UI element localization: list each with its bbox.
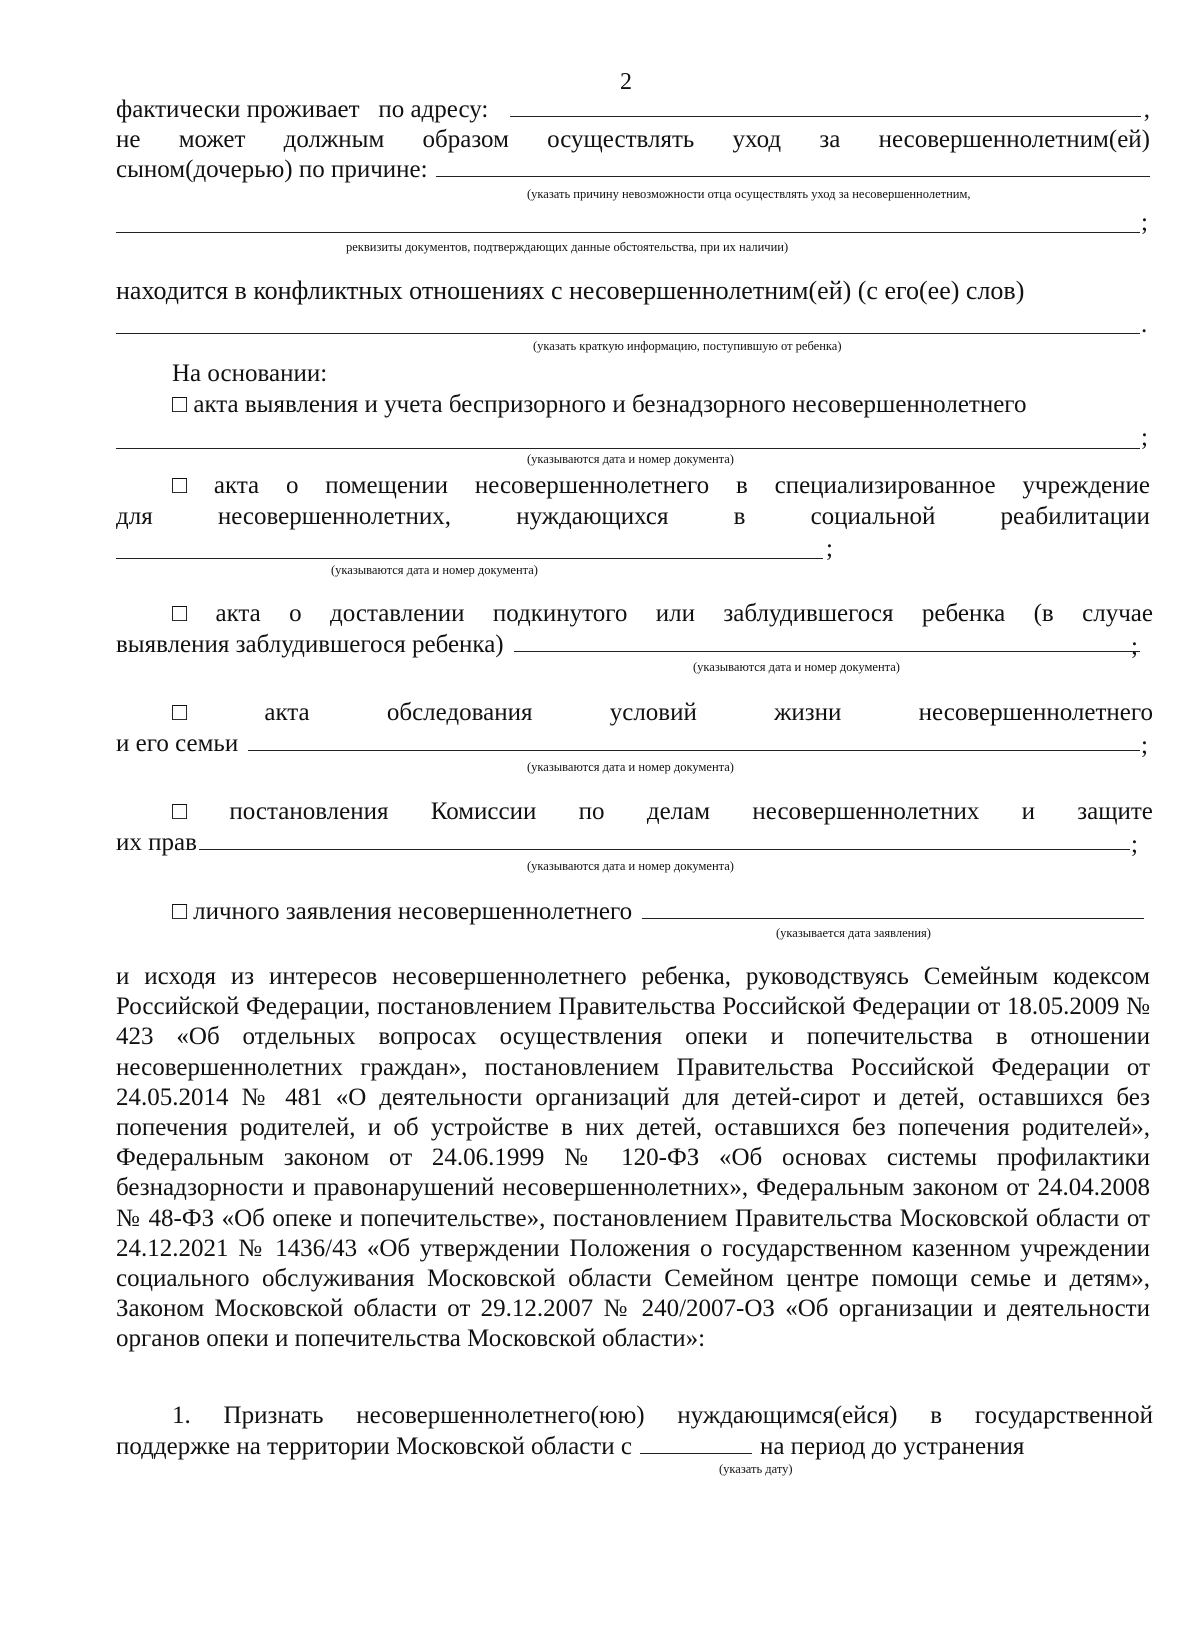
page-number: 2 <box>620 69 632 95</box>
delivery-act-line1 <box>172 598 1153 629</box>
care-line: не может должным образом осуществлять уход за несовершеннолетним(ей) <box>116 126 1150 153</box>
delivery-act-field[interactable] <box>514 630 1140 652</box>
commission-caption: (указываются дата и номер документа) <box>527 859 734 873</box>
clause1-text-b: на период до устранения <box>759 1433 1025 1460</box>
homeless-act-item <box>172 389 1152 420</box>
docs-caption: реквизиты документов, подтверждающих данные обстоятельства, при их наличии) <box>346 240 789 254</box>
placement-act-line2 <box>116 501 1150 532</box>
word: акта <box>213 472 260 499</box>
word: условий <box>609 699 697 726</box>
commission-semicolon: ; <box>1131 831 1138 858</box>
word: несовершеннолетнего <box>918 699 1153 726</box>
conflict-period: . <box>1141 311 1148 338</box>
basis-heading: На основании: <box>172 360 328 387</box>
word: в <box>735 472 748 499</box>
placement-act-field[interactable] <box>116 558 823 559</box>
statement-checkbox[interactable]: □ <box>172 898 188 925</box>
address-comma: , <box>1143 96 1150 123</box>
word: специализированное <box>774 472 996 499</box>
word: защите <box>1077 798 1153 825</box>
reason-line <box>116 154 1150 185</box>
word: заблудившегося <box>723 600 894 627</box>
survey-act-semicolon: ; <box>1141 732 1148 759</box>
commission-checkbox[interactable]: □ <box>172 798 188 825</box>
clause1-line2 <box>116 1431 1150 1462</box>
placement-act-caption: (указываются дата и номер документа) <box>331 563 538 577</box>
word: в <box>733 503 746 530</box>
word: жизни <box>774 699 842 726</box>
delivery-act-line2 <box>116 629 1140 660</box>
word: акта <box>264 699 310 726</box>
word: о <box>289 600 302 627</box>
main-paragraph: и исходя из интересов несовершеннолетнего ребенка, руководствуясь Семейным кодексом Российской Федерации, постановлением Правительства Российской Федерации от 18.05.2009 № 423 «Об отдельных вопросах осуществления опеки и попечительства в отношении несовершеннолетних граждан», постановлением Правительства Российской Федерации от 24.05.2014 № 481 «О деятельности организаций для детей-сирот и детей, оставшихся без попечения родителей, и об устройстве в них детей, оставшихся без попечения родителей», Федеральным законом от 24.06.1999 № 120-ФЗ «Об основах системы профилактики безнадзорности и правонарушений несовершеннолетних», Федеральным законом от 24.04.2008 № 48-ФЗ «Об опеке и попечительстве», постановлением Правительства Московской области от 24.12.2021 № 1436/43 «Об утверждении Положения о государственном казенном учреждении социального обслуживания Московской области Семейном центре помощи семье и детям», Законом Московской области от 29.12.2007 № 240/2007-ОЗ «Об организации и деятельности органов опеки и попечительства Московской области»: <box>116 963 1150 1353</box>
placement-act-line1 <box>172 470 1150 501</box>
conflict-line: находится в конфликтных отношениях с несовершеннолетним(ей) (с его(ее) слов) <box>116 276 1025 305</box>
word: ребенка <box>921 600 1006 627</box>
homeless-act-checkbox[interactable]: □ <box>172 391 188 418</box>
word: нуждающихся <box>516 503 669 530</box>
commission-line1 <box>172 796 1153 827</box>
word: Комиссии <box>430 798 537 825</box>
delivery-act-label: выявления заблудившегося ребенка) <box>116 631 504 658</box>
clause1-date-caption: (указать дату) <box>719 1462 793 1476</box>
delivery-act-checkbox[interactable]: □ <box>172 600 188 627</box>
word: помещении <box>325 472 449 499</box>
word: (в <box>1033 600 1054 627</box>
clause1-text-a: поддержке на территории Московской области с <box>116 1433 632 1460</box>
delivery-act-caption: (указываются дата и номер документа) <box>693 660 900 674</box>
reason-field-cont[interactable] <box>116 232 1140 233</box>
reason-label: сыном(дочерью) по причине: <box>116 156 428 183</box>
child-info-caption: (указать краткую информацию, поступившую от ребенка) <box>533 339 842 353</box>
word: случае <box>1082 600 1153 627</box>
word: несовершеннолетних <box>752 798 980 825</box>
word: обследования <box>386 699 533 726</box>
reason-semicolon: ; <box>1141 209 1148 236</box>
statement-label: личного заявления несовершеннолетнего <box>193 898 633 925</box>
word: и <box>1021 798 1035 825</box>
statement-caption: (указывается дата заявления) <box>776 926 931 940</box>
homeless-act-label: акта выявления и учета беспризорного и безнадзорного несовершеннолетнего <box>193 391 1027 418</box>
homeless-act-caption: (указываются дата и номер документа) <box>527 452 734 466</box>
delivery-act-semicolon: ; <box>1131 633 1138 660</box>
word: делам <box>646 798 711 825</box>
word: акта <box>215 600 261 627</box>
address-label: фактически проживает по адресу: <box>116 96 489 123</box>
address-field[interactable] <box>510 95 1140 117</box>
placement-act-checkbox[interactable]: □ <box>172 472 188 499</box>
survey-act-field[interactable] <box>248 729 1140 751</box>
commission-line2 <box>116 827 1130 858</box>
word: подкинутого <box>492 600 628 627</box>
word: несовершеннолетних, <box>217 503 452 530</box>
address-line <box>116 94 1150 125</box>
word: доставлении <box>330 600 465 627</box>
statement-line <box>172 896 1144 927</box>
survey-act-caption: (указываются дата и номер документа) <box>527 760 734 774</box>
word: учреждение <box>1022 472 1150 499</box>
survey-act-line1 <box>172 697 1153 728</box>
survey-act-checkbox[interactable]: □ <box>172 699 188 726</box>
conflict-field[interactable] <box>116 333 1140 334</box>
reason-field[interactable] <box>436 155 1150 177</box>
word: о <box>285 472 299 499</box>
survey-act-line2 <box>116 728 1140 759</box>
homeless-act-semicolon: ; <box>1141 424 1148 451</box>
survey-act-label: и его семьи <box>116 730 239 757</box>
word: несовершеннолетнего <box>474 472 710 499</box>
placement-act-semicolon: ; <box>826 535 833 562</box>
word: реабилитации <box>1000 503 1150 530</box>
word: или <box>655 600 696 627</box>
word: по <box>578 798 605 825</box>
statement-field[interactable] <box>642 897 1144 919</box>
clause1-line1: 1. Признать несовершеннолетнего(юю) нуждающимся(ейся) в государственной <box>172 1402 1153 1429</box>
reason-caption: (указать причину невозможности отца осуществлять уход за несовершеннолетним, <box>527 187 971 201</box>
clause1-date-field[interactable] <box>640 1432 752 1454</box>
commission-field[interactable] <box>199 828 1130 850</box>
word: для <box>116 503 153 530</box>
homeless-act-field[interactable] <box>116 448 1140 449</box>
word: постановления <box>229 798 389 825</box>
commission-label: их прав <box>116 829 197 856</box>
word: социальной <box>810 503 936 530</box>
